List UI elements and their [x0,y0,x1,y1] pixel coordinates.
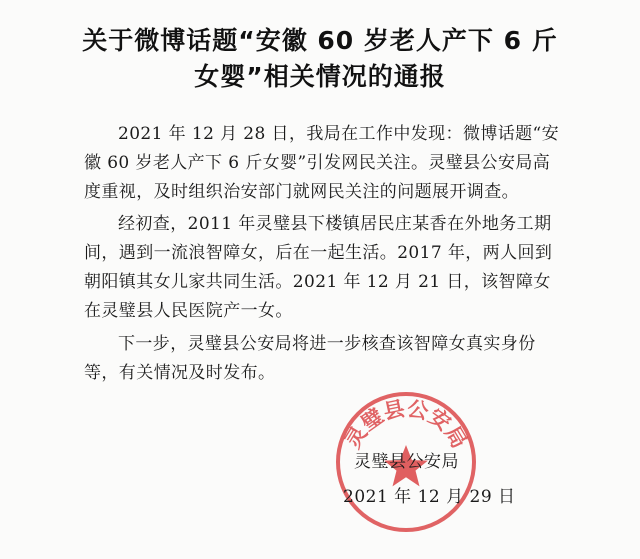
seal-text: 灵璧县公安局 [340,396,472,453]
svg-text:灵璧县公安局 [341,396,472,452]
issue-date: 2021 年 12 月 29 日 [343,487,516,507]
document-title-line-1: 关于微博话题“安徽 60 岁老人产下 6 斤 [82,26,558,55]
paragraph-discovery: 2021 年 12 月 28 日，我局在工作中发现：微博话题“安徽 60 岁老人产下 6 斤女婴”引发网民关注。灵璧县公安局高度重视，及时组织治安部门就网民关注的问题展开调查。 [84,124,560,202]
paragraph-investigation: 经初查，2011 年灵璧县下楼镇居民庄某香在外地务工期间，遇到一流浪智障女，后在一起生活。2017 年，两人回到朝阳镇其女儿家共同生活。2021 年 12 月 21 日，该智障女在灵璧县人民医院产一女。 [84,214,553,321]
document-title-line-2: 女婴”相关情况的通报 [194,62,446,91]
paragraph-next-step: 下一步，灵璧县公安局将进一步核查该智障女真实身份等，有关情况及时发布。 [84,334,536,383]
issuer-signature: 灵璧县公安局 [354,452,459,472]
